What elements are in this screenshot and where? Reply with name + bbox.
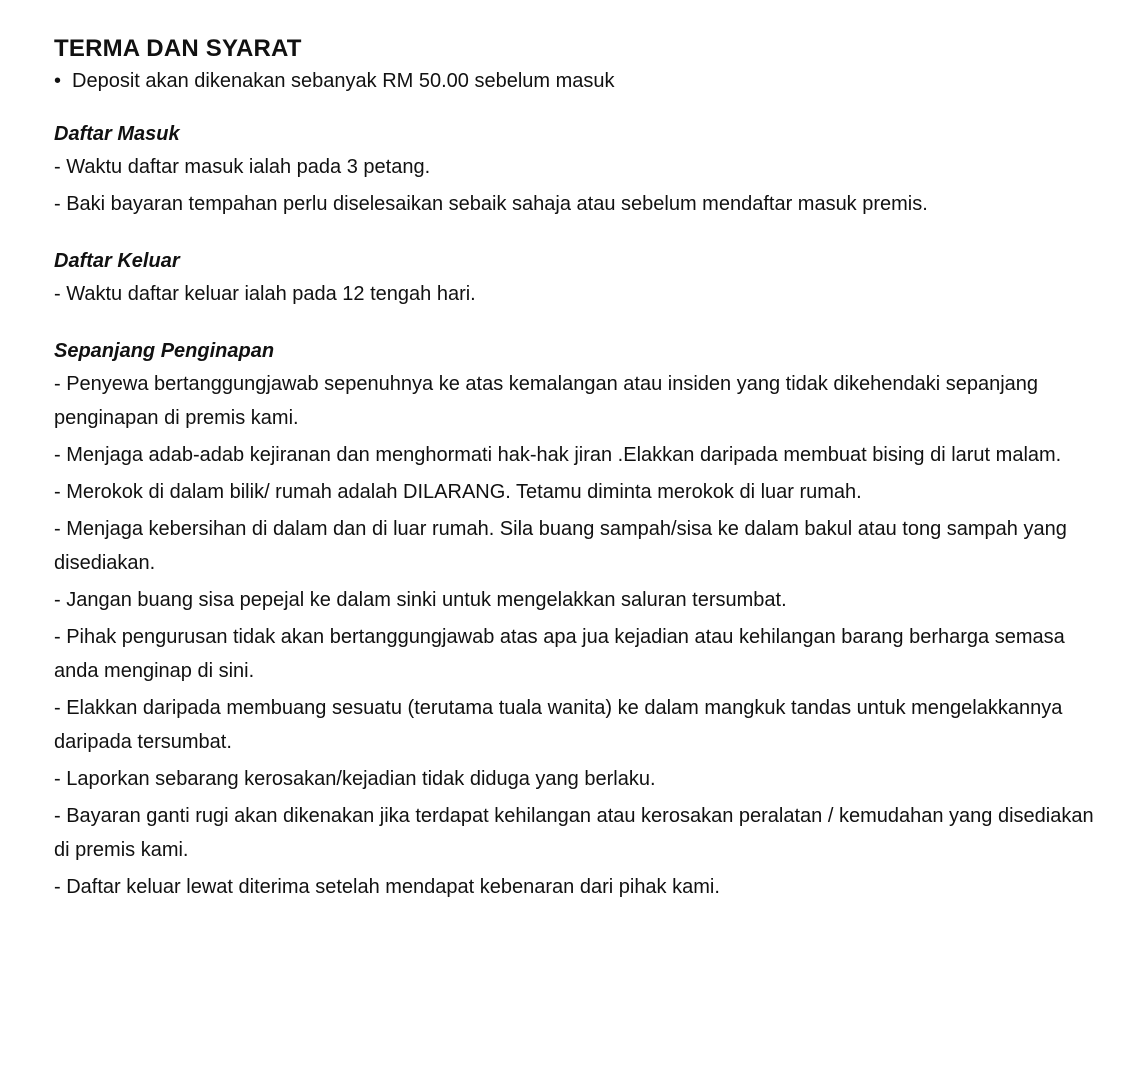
document-title: TERMA DAN SYARAT xyxy=(54,35,302,62)
rule-item: - Menjaga adab-adab kejiranan dan menghormati hak-hak jiran .Elakkan daripada membuat bising di larut malam. xyxy=(54,444,1062,466)
rule-item: - Pihak pengurusan tidak akan bertanggungjawab atas apa jua kejadian atau kehilangan barang berharga semasa anda menginap di sini. xyxy=(54,626,1065,682)
rule-item: - Penyewa bertanggungjawab sepenuhnya ke atas kemalangan atau insiden yang tidak dikehendaki sepanjang penginapan di premis kami. xyxy=(54,373,1039,429)
section-daftar-masuk xyxy=(54,121,1105,221)
deposit-text: Deposit akan dikenakan sebanyak RM 50.00 sebelum masuk xyxy=(72,70,615,92)
rule-item: - Laporkan sebarang kerosakan/kejadian tidak diduga yang berlaku. xyxy=(54,768,656,790)
rule-item: - Merokok di dalam bilik/ rumah adalah DILARANG. Tetamu diminta merokok di luar rumah. xyxy=(54,481,862,503)
rule-item: - Jangan buang sisa pepejal ke dalam sinki untuk mengelakkan saluran tersumbat. xyxy=(54,589,787,611)
rule-item: - Waktu daftar masuk ialah pada 3 petang. xyxy=(54,156,431,178)
rule-item: - Baki bayaran tempahan perlu diselesaikan sebaik sahaja atau sebelum mendaftar masuk premis. xyxy=(54,193,928,215)
rule-item: - Bayaran ganti rugi akan dikenakan jika terdapat kehilangan atau kerosakan peralatan / kemudahan yang disediakan di premis kami. xyxy=(54,805,1094,861)
rule-item: - Menjaga kebersihan di dalam dan di luar rumah. Sila buang sampah/sisa ke dalam bakul atau tong sampah yang disediakan. xyxy=(54,518,1067,574)
rule-item: - Daftar keluar lewat diterima setelah mendapat kebenaran dari pihak kami. xyxy=(54,876,720,898)
section-sepanjang-penginapan xyxy=(54,338,1105,904)
rule-item: - Waktu daftar keluar ialah pada 12 tengah hari. xyxy=(54,283,476,305)
section-daftar-keluar xyxy=(54,248,1105,311)
deposit-note xyxy=(54,68,1105,94)
section-heading: Daftar Masuk xyxy=(54,123,180,145)
rule-item: - Elakkan daripada membuang sesuatu (terutama tuala wanita) ke dalam mangkuk tandas untuk mengelakkannya daripada tersumbat. xyxy=(54,697,1063,753)
section-heading: Sepanjang Penginapan xyxy=(54,340,275,362)
bullet-icon: • xyxy=(54,70,62,92)
section-heading: Daftar Keluar xyxy=(54,250,180,272)
